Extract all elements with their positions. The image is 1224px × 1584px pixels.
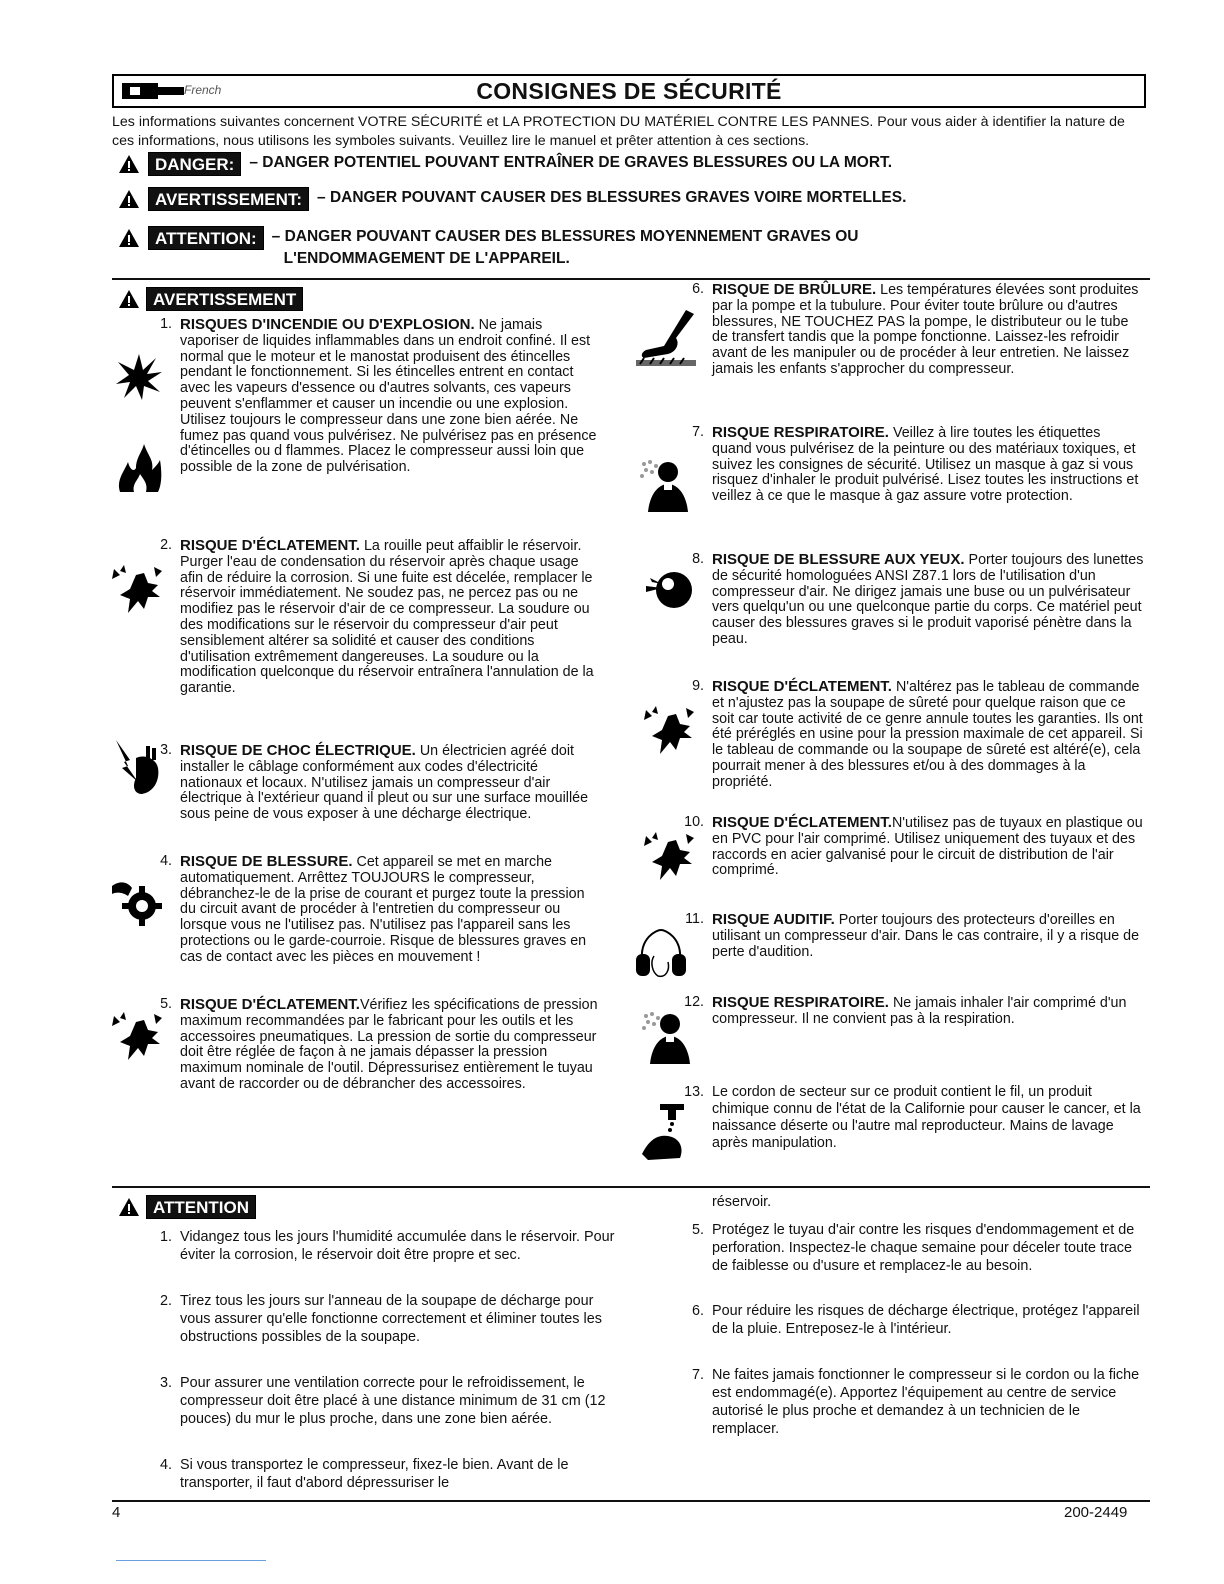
caution-item-4: 4. Si vous transportez le compresseur, fixez-le bien. Avant de le transporter, il faut d'abord dépressuriser le [159, 1457, 569, 1491]
warning-badge: AVERTISSEMENT: [148, 187, 309, 211]
section-divider [112, 1186, 1150, 1188]
warning-item-5: 5. RISQUE D'ÉCLATEMENT.Vérifiez les spécifications de pression maximum recommandées par le fabricant pour les outils et les accessoires pneumatiques. La pression de sortie du compresseur doit être réglée de façon à ne jamais dépasser la pression maximum nominale de l'outil. Dépressurisez entièrement le tuyau avant de raccorder ou de débrancher des accessoires. [160, 996, 598, 1092]
eye-injury-icon [644, 568, 694, 612]
legend-warning [118, 187, 906, 211]
hand-washing-icon [640, 1102, 696, 1162]
burst-hazard-icon [108, 1012, 164, 1062]
warning-item-1: 1. RISQUES D'INCENDIE OU D'EXPLOSION. Ne jamais vaporiser de liquides inflammables dans un endroit confiné. Il est normal que le moteur et le manostat produisent des étincelles pendant le fonctionnement. Si les étincelles entrent en contact avec les vapeurs d'essence ou d'autres solvants, ces vapeurs peuvent s'enflammer et causer un incendie ou une explosion. Utilisez toujours le compresseur dans une zone bien aérée. Ne fumez pas quand vous pulvérisez. Ne pulvérisez pas en présence d'étincelles ou d flammes. Placez le compresseur aussi loin que possible de la zone de pulvérisation. [160, 316, 597, 476]
caution-item-5: 5. Protégez le tuyau d'air contre les risques d'endommagement et de perforation. Inspectez-le chaque semaine pour déceler toute trace de faiblesse ou d'usure et remplacez-le au besoin. [691, 1222, 1135, 1274]
caution-section-header [118, 1195, 264, 1219]
burst-hazard-icon [640, 832, 696, 882]
page-number: 4 [112, 1504, 121, 1521]
warning-item-9: 9. RISQUE D'ÉCLATEMENT. N'altérez pas le tableau de commande et n'ajustez pas la soupape de sûreté pour quelque raison que ce soit car toute activité de ce genre annule toutes les garanties. Ils ont été préréglés en usine pour la pression maximale de cet appareil. Si le tableau de commande ou la soupape de sûreté est altéré(e), cela pourrait mener à des blessures et/ou à des dommages à la propriété. [692, 678, 1143, 790]
caution-item-4-cont: réservoir. [712, 1194, 772, 1210]
caution-item-6: 6. Pour réduire les risques de décharge électrique, protégez l'appareil de la pluie. Entreposez-le à l'intérieur. [691, 1303, 1140, 1337]
fire-icon [114, 442, 164, 494]
caution-item-1: 1. Vidangez tous les jours l'humidité accumulée dans le réservoir. Pour éviter la corrosion, le réservoir doit être propre et sec. [159, 1229, 615, 1263]
danger-legend-text: – DANGER POTENTIEL POUVANT ENTRAÎNER DE GRAVES BLESSURES OU LA MORT. [249, 154, 893, 171]
warning-item-7: 7. RISQUE RESPIRATOIRE. Veillez à lire toutes les étiquettes quand vous pulvérisez de la peinture ou des matériaux toxiques, et suivez les consignes de sécurité. Utilisez un masque à gaz si vous risquez d'inhaler le produit pulvérisé. Lisez toutes les instructions et veillez à ce que le masque à gaz assure votre protection. [692, 424, 1139, 505]
legend-danger [118, 152, 892, 176]
caution-item-2: 2. Tirez tous les jours sur l'anneau de la soupape de décharge pour vous assurer qu'elle fonctionne correctement et éliminer toutes les obstructions possibles de la soupape. [159, 1293, 602, 1345]
caution-item-7: 7. Ne faites jamais fonctionner le compresseur si le cordon ou la fiche est endommagé(e). Apportez l'équipement au centre de service autorisé le plus proche et demandez à un technicien de le remplacer. [691, 1367, 1140, 1437]
warning-item-2: 2. RISQUE D'ÉCLATEMENT. La rouille peut affaiblir le réservoir. Purger l'eau de condensation du réservoir après chaque usage afin de réduire la corrosion. Si une fuite est décelée, remplacer le réservoir immédiatement. Ne soudez pas, ne percez pas ou ne modifiez pas le réservoir d'air de ce compresseur. La soudure ou des modifications sur le réservoir du compresseur d'air peut sensiblement altérer sa solidité et causer des conditions d'utilisation extrêmement dangereuses. La soudure ou la modification quelconque du réservoir entraînera l'annulation de la garantie. [160, 537, 594, 697]
burst-hazard-icon [640, 706, 696, 756]
page-title: CONSIGNES DE SÉCURITÉ [476, 78, 782, 104]
respirator-mask-icon [638, 458, 694, 512]
warning-item-13: 13. Le cordon de secteur sur ce produit contient le fil, un produit chimique connu de l'état de la Californie pour causer le cancer, et la naissance déserte ou l'autre mal reproducteur. Mains de lavage après manipulation. [684, 1084, 1141, 1151]
respirator-mask-icon [640, 1010, 696, 1064]
intro-text: Les informations suivantes concernent VOTRE SÉCURITÉ et LA PROTECTION DU MATÉRIEL CONTRE LES PANNES. Pour vous aider à identifier la nature de ces informations, nous utilisons les symboles suivants. Veuillez lire le manuel et prêter attention à ces sections. [112, 114, 1125, 149]
legend-caution [118, 226, 858, 270]
moving-parts-hand-icon [110, 874, 162, 926]
warning-item-6: 6. RISQUE DE BRÛLURE. Les températures élevées sont produites par la pompe et la tubulure. Pour éviter toute brûlure ou d'autres blessures, NE TOUCHEZ PAS la pompe, le distributeur ou le tube de transfert tandis que la pompe fonctionne. Laissez-les refroidir avant de les manipuler ou de procéder à leur entretien. Ne laissez jamais les enfants s'approcher du compresseur. [692, 281, 1139, 377]
warning-section-badge: AVERTISSEMENT [146, 287, 303, 311]
language-label: French [184, 83, 222, 97]
warning-triangle-icon [118, 189, 140, 209]
warning-item-8: 8. RISQUE DE BLESSURE AUX YEUX. Porter toujours des lunettes de sécurité homologuées ANSI Z87.1 lors de l'utilisation d'un compresseur d'air. Ne dirigez jamais une buse ou un pulvérisateur vers quelqu'un ou une quelconque partie du corps. Ce matériel peut causer des blessures graves si le produit vaporisé pénètre dans la peau. [692, 551, 1144, 647]
ear-protection-icon [636, 926, 686, 982]
warning-triangle-icon [118, 289, 140, 309]
electric-shock-icon [110, 738, 162, 796]
section-divider [112, 278, 1150, 280]
burst-hazard-icon [108, 565, 164, 615]
warning-item-10: 10. RISQUE D'ÉCLATEMENT.N'utilisez pas de tuyaux en plastique ou en PVC pour l'air comprimé. Utilisez uniquement des tuyaux et des raccords en acier galvanisé pour le circuit de distribution de l'air comprimé. [684, 814, 1143, 879]
caution-item-3: 3. Pour assurer une ventilation correcte pour le refroidissement, le compresseur doit être placé à une distance minimum de 31 cm (12 pouces) du mur le plus proche, dans une zone bien aérée. [159, 1375, 606, 1427]
caution-section-badge: ATTENTION [146, 1195, 256, 1219]
document-number: 200-2449 [1064, 1504, 1128, 1521]
caution-badge: ATTENTION: [148, 226, 264, 250]
warning-item-11: 11. RISQUE AUDITIF. Porter toujours des protecteurs d'oreilles en utilisant un compresseur d'air. Dans le cas contraire, il y a risque de perte d'audition. [685, 911, 1140, 960]
hot-surface-hand-icon [636, 308, 696, 366]
warning-triangle-icon [118, 228, 140, 248]
warning-legend-text: – DANGER POUVANT CAUSER DES BLESSURES GRAVES VOIRE MORTELLES. [317, 189, 907, 206]
title-bar [112, 74, 1146, 108]
warning-triangle-icon [118, 1197, 140, 1217]
warning-item-12: 12. RISQUE RESPIRATOIRE. Ne jamais inhaler l'air comprimé d'un compresseur. Il ne convient pas à la respiration. [684, 994, 1127, 1027]
scan-artifact-line [116, 1560, 266, 1561]
spark-explosion-icon [114, 352, 164, 402]
warning-item-3: 3. RISQUE DE CHOC ÉLECTRIQUE. Un électricien agréé doit installer le câblage conformément aux codes d'électricité nationaux et locaux. N'utilisez jamais un compresseur d'air électrique à l'extérieur quand il pleut ou sur une surface mouillée sous peine de vous exposer à une décharge électrique. [160, 742, 589, 823]
warning-triangle-icon [118, 154, 140, 174]
caution-legend-text: – DANGER POUVANT CAUSER DES BLESSURES MOYENNEMENT GRAVES OU L'ENDOMMAGEMENT DE L'APPAREIL. [271, 228, 859, 267]
footer-rule [112, 1500, 1150, 1502]
danger-badge: DANGER: [148, 152, 241, 176]
warning-section-header [118, 287, 311, 311]
warning-item-4: 4. RISQUE DE BLESSURE. Cet appareil se met en marche automatiquement. Arrêttez TOUJOURS le compresseur, débranchez-le de la prise de courant et purgez toute la pression du circuit avant de procéder à l'entretien du compresseur ou lorsque vous ne l'utilisez pas. N'utilisez pas l'appareil sans les protections ou le garde-courroie. Risque de blessures graves en cas de contact avec les pièces en mouvement ! [160, 853, 587, 965]
